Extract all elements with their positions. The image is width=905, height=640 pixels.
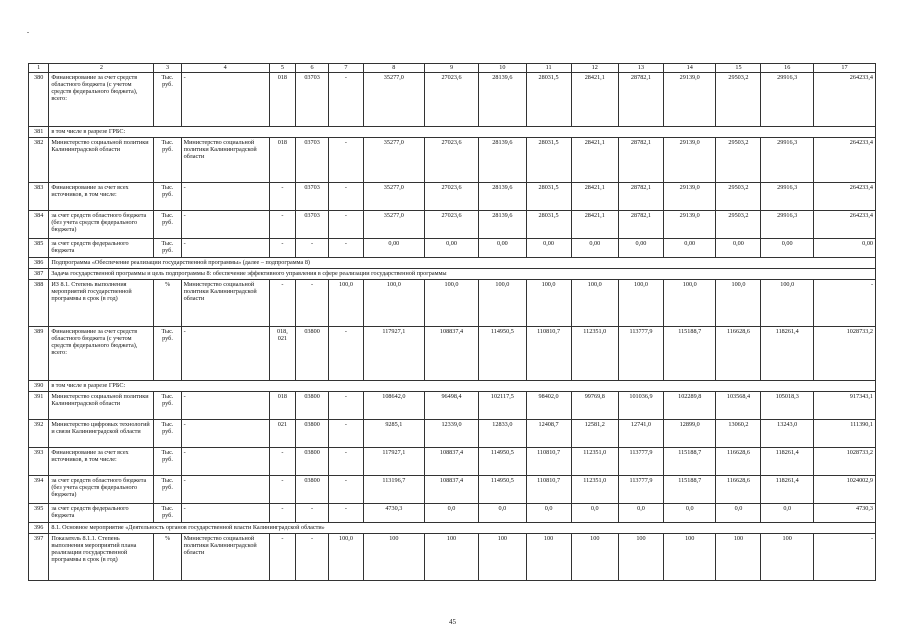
- table-cell: -: [296, 504, 329, 523]
- table-cell: -: [329, 183, 364, 211]
- table-cell: -: [329, 239, 364, 258]
- table-cell: 28139,6: [479, 138, 526, 183]
- table-cell: Тыс. руб.: [154, 420, 181, 448]
- row-number: 383: [29, 183, 49, 211]
- row-number: 397: [29, 534, 49, 581]
- table-cell: 117927,1: [363, 327, 424, 381]
- table-cell: 0,0: [663, 504, 716, 523]
- table-header-row: [29, 64, 876, 73]
- column-number: 8: [363, 64, 424, 73]
- table-cell: 12339,0: [424, 420, 478, 448]
- table-row: [29, 239, 876, 258]
- table-cell: 118261,4: [761, 476, 814, 504]
- table-cell: Тыс. руб.: [154, 73, 181, 127]
- table-cell: 35277,0: [363, 211, 424, 239]
- table-cell: 100,0: [663, 280, 716, 327]
- section-title: 8.1. Основное мероприятие «Деятельность органов государственной власти Калининградской области»: [49, 523, 876, 534]
- table-cell: 0,0: [571, 504, 618, 523]
- table-cell: 27023,6: [424, 138, 478, 183]
- table-cell: %: [154, 534, 181, 581]
- column-number: 14: [663, 64, 716, 73]
- column-number: 11: [526, 64, 571, 73]
- table-cell: 28031,5: [526, 183, 571, 211]
- section-title: Задача государственной программы и цель подпрограммы 8: обеспечение эффективного управления в сфере реализации государственной программы: [49, 269, 876, 280]
- table-cell: 12581,2: [571, 420, 618, 448]
- table-cell: 105018,3: [761, 392, 814, 420]
- table-cell: 115188,7: [663, 476, 716, 504]
- table-cell: -: [269, 211, 295, 239]
- row-number: 387: [29, 269, 49, 280]
- table-cell: 0,00: [571, 239, 618, 258]
- table-cell: 03703: [296, 211, 329, 239]
- table-cell: 114950,5: [479, 327, 526, 381]
- table-cell: 110810,7: [526, 327, 571, 381]
- row-number: 381: [29, 127, 49, 138]
- table-cell: 021: [269, 420, 295, 448]
- table-cell: 100: [619, 534, 664, 581]
- table-cell: -: [181, 476, 269, 504]
- table-cell: 03703: [296, 183, 329, 211]
- table-cell: -: [813, 534, 875, 581]
- table-cell: 100,0: [716, 280, 761, 327]
- table-cell: 102117,5: [479, 392, 526, 420]
- indicator-name: за счет средств областного бюджета (без учета средств федерального бюджета): [49, 211, 154, 239]
- indicator-name: Финансирование за счет всех источников, в том числе:: [49, 448, 154, 476]
- table-cell: 100: [761, 534, 814, 581]
- table-cell: -: [181, 448, 269, 476]
- table-cell: 29139,0: [663, 183, 716, 211]
- table-cell: 115188,7: [663, 327, 716, 381]
- table-cell: 113777,9: [619, 327, 664, 381]
- table-cell: 1028733,2: [813, 448, 875, 476]
- table-cell: 12899,0: [663, 420, 716, 448]
- table-cell: -: [329, 211, 364, 239]
- table-cell: 018: [269, 392, 295, 420]
- table-cell: 110810,7: [526, 448, 571, 476]
- row-number: 394: [29, 476, 49, 504]
- indicator-name: Финансирование за счет средств областного бюджета (с учетом средств федерального бюджета), всего:: [49, 327, 154, 381]
- table-cell: -: [329, 327, 364, 381]
- table-cell: -: [181, 73, 269, 127]
- row-number: 386: [29, 258, 49, 269]
- table-cell: 29503,2: [716, 138, 761, 183]
- table-cell: 112351,0: [571, 476, 618, 504]
- table-cell: 29916,3: [761, 138, 814, 183]
- table-cell: 13060,2: [716, 420, 761, 448]
- indicator-name: Финансирование за счет средств областного бюджета (с учетом средств федерального бюджета), всего:: [49, 73, 154, 127]
- table-cell: -: [269, 448, 295, 476]
- table-cell: -: [329, 138, 364, 183]
- table-cell: 0,00: [363, 239, 424, 258]
- table-cell: 29916,3: [761, 183, 814, 211]
- table-cell: 28139,6: [479, 73, 526, 127]
- table-cell: 100: [479, 534, 526, 581]
- column-number: 6: [296, 64, 329, 73]
- table-cell: 116628,6: [716, 476, 761, 504]
- indicator-name: за счет средств федерального бюджета: [49, 504, 154, 523]
- table-cell: 28782,1: [619, 211, 664, 239]
- table-cell: Тыс. руб.: [154, 211, 181, 239]
- table-cell: 100,0: [424, 280, 478, 327]
- table-cell: 28139,6: [479, 183, 526, 211]
- table-cell: -: [181, 504, 269, 523]
- table-cell: 29139,0: [663, 73, 716, 127]
- row-number: 391: [29, 392, 49, 420]
- table-cell: 12408,7: [526, 420, 571, 448]
- table-row: [29, 138, 876, 183]
- table-cell: Тыс. руб.: [154, 392, 181, 420]
- row-number: 390: [29, 381, 49, 392]
- table-cell: -: [329, 448, 364, 476]
- table-cell: 0,00: [526, 239, 571, 258]
- row-number: 392: [29, 420, 49, 448]
- table-cell: 0,0: [716, 504, 761, 523]
- table-cell: 117927,1: [363, 448, 424, 476]
- section-row: [29, 127, 876, 138]
- table-row: [29, 420, 876, 448]
- table-cell: 0,00: [813, 239, 875, 258]
- table-cell: 28421,1: [571, 73, 618, 127]
- table-cell: -: [269, 239, 295, 258]
- table-cell: 27023,6: [424, 183, 478, 211]
- table-cell: -: [181, 183, 269, 211]
- table-cell: 018: [269, 138, 295, 183]
- table-cell: 113777,9: [619, 448, 664, 476]
- column-number: 1: [29, 64, 49, 73]
- table-cell: 108642,0: [363, 392, 424, 420]
- indicator-name: ИЗ 8.1. Степень выполнения мероприятий государственной программы в срок (в год): [49, 280, 154, 327]
- table-cell: 112351,0: [571, 327, 618, 381]
- table-cell: 118261,4: [761, 327, 814, 381]
- table-cell: 0,00: [716, 239, 761, 258]
- column-number: 15: [716, 64, 761, 73]
- table-cell: 115188,7: [663, 448, 716, 476]
- table-cell: 0,0: [619, 504, 664, 523]
- table-cell: -: [269, 280, 295, 327]
- table-cell: -: [296, 534, 329, 581]
- table-cell: 28421,1: [571, 211, 618, 239]
- table-cell: 12833,0: [479, 420, 526, 448]
- indicator-name: Министерство социальной политики Калининградской области: [49, 392, 154, 420]
- table-cell: 100: [526, 534, 571, 581]
- table-cell: 28782,1: [619, 73, 664, 127]
- table-cell: -: [296, 239, 329, 258]
- table-cell: 111390,1: [813, 420, 875, 448]
- table-cell: 0,0: [424, 504, 478, 523]
- table-cell: 29503,2: [716, 73, 761, 127]
- section-row: [29, 269, 876, 280]
- table-cell: 0,00: [619, 239, 664, 258]
- table-cell: Министерство социальной политики Калининградской области: [181, 534, 269, 581]
- table-cell: 0,0: [526, 504, 571, 523]
- table-cell: Тыс. руб.: [154, 183, 181, 211]
- section-row: [29, 258, 876, 269]
- table-cell: 13243,0: [761, 420, 814, 448]
- table-cell: 113196,7: [363, 476, 424, 504]
- indicator-name: Министерство социальной политики Калининградской области: [49, 138, 154, 183]
- table-row: [29, 73, 876, 127]
- table-cell: 116628,6: [716, 448, 761, 476]
- row-number: 389: [29, 327, 49, 381]
- table-cell: 28782,1: [619, 183, 664, 211]
- table-cell: 264233,4: [813, 138, 875, 183]
- row-number: 388: [29, 280, 49, 327]
- table-cell: -: [813, 280, 875, 327]
- table-cell: 100: [571, 534, 618, 581]
- table-cell: -: [181, 211, 269, 239]
- table-cell: 0,00: [663, 239, 716, 258]
- table-cell: 264233,4: [813, 183, 875, 211]
- table-cell: 0,0: [761, 504, 814, 523]
- table-cell: 100: [716, 534, 761, 581]
- indicator-name: Финансирование за счет всех источников, в том числе:: [49, 183, 154, 211]
- table-cell: 114950,5: [479, 476, 526, 504]
- column-number: 17: [813, 64, 875, 73]
- indicator-name: Министерство цифровых технологий и связи Калининградской области: [49, 420, 154, 448]
- table-cell: 4730,3: [363, 504, 424, 523]
- row-number: 384: [29, 211, 49, 239]
- table-cell: 108837,4: [424, 476, 478, 504]
- table-cell: 28782,1: [619, 138, 664, 183]
- table-cell: Тыс. руб.: [154, 504, 181, 523]
- table-cell: -: [329, 420, 364, 448]
- table-cell: 28031,5: [526, 73, 571, 127]
- scan-mark: [27, 32, 29, 33]
- table-cell: 35277,0: [363, 138, 424, 183]
- table-cell: -: [181, 327, 269, 381]
- table-cell: 100: [663, 534, 716, 581]
- table-cell: 1024002,9: [813, 476, 875, 504]
- table-cell: -: [269, 183, 295, 211]
- row-number: 396: [29, 523, 49, 534]
- section-row: [29, 381, 876, 392]
- column-number: 3: [154, 64, 181, 73]
- table-cell: 29916,3: [761, 73, 814, 127]
- table-cell: 018, 021: [269, 327, 295, 381]
- table-cell: 0,00: [761, 239, 814, 258]
- table-cell: -: [181, 239, 269, 258]
- table-cell: Тыс. руб.: [154, 448, 181, 476]
- column-number: 2: [49, 64, 154, 73]
- table-cell: 100,0: [329, 280, 364, 327]
- table-cell: 112351,0: [571, 448, 618, 476]
- table-cell: -: [329, 476, 364, 504]
- table-cell: 28139,6: [479, 211, 526, 239]
- table-cell: 35277,0: [363, 183, 424, 211]
- table-cell: 03800: [296, 420, 329, 448]
- table-cell: 28421,1: [571, 183, 618, 211]
- table-cell: -: [296, 280, 329, 327]
- table-cell: Министерство социальной политики Калининградской области: [181, 138, 269, 183]
- table-cell: 100,0: [526, 280, 571, 327]
- table-cell: 03800: [296, 476, 329, 504]
- section-title: в том числе в разрезе ГРБС:: [49, 127, 876, 138]
- indicator-name: за счет средств федерального бюджета: [49, 239, 154, 258]
- table-cell: 100,0: [479, 280, 526, 327]
- table-cell: 917343,1: [813, 392, 875, 420]
- table-cell: 264233,4: [813, 73, 875, 127]
- table-cell: 1028733,2: [813, 327, 875, 381]
- table-cell: 29503,2: [716, 183, 761, 211]
- section-title: в том числе в разрезе ГРБС:: [49, 381, 876, 392]
- table-row: [29, 211, 876, 239]
- table-cell: -: [181, 392, 269, 420]
- table-cell: 9285,1: [363, 420, 424, 448]
- table-cell: 12741,0: [619, 420, 664, 448]
- table-cell: 03800: [296, 448, 329, 476]
- table-cell: 0,0: [479, 504, 526, 523]
- column-number: 10: [479, 64, 526, 73]
- table-cell: 100,0: [571, 280, 618, 327]
- table-row: [29, 183, 876, 211]
- table-cell: 28031,5: [526, 138, 571, 183]
- table-row: [29, 476, 876, 504]
- table-row: [29, 448, 876, 476]
- column-number: 4: [181, 64, 269, 73]
- table-cell: Тыс. руб.: [154, 476, 181, 504]
- table-cell: 29139,0: [663, 138, 716, 183]
- table-cell: Тыс. руб.: [154, 239, 181, 258]
- table-cell: 29916,3: [761, 211, 814, 239]
- table-cell: -: [329, 73, 364, 127]
- table-cell: Тыс. руб.: [154, 138, 181, 183]
- table-cell: 103568,4: [716, 392, 761, 420]
- row-number: 382: [29, 138, 49, 183]
- table-cell: 0,00: [479, 239, 526, 258]
- table-row: [29, 280, 876, 327]
- table-row: [29, 327, 876, 381]
- section-row: [29, 523, 876, 534]
- table-cell: 03703: [296, 73, 329, 127]
- column-number: 5: [269, 64, 295, 73]
- table-cell: 03703: [296, 138, 329, 183]
- table-cell: 27023,6: [424, 73, 478, 127]
- table-cell: 28421,1: [571, 138, 618, 183]
- table-cell: Министерство социальной политики Калининградской области: [181, 280, 269, 327]
- column-number: 16: [761, 64, 814, 73]
- section-title: Подпрограмма «Обеспечение реализации государственной программы» (далее – подпрограмма 8): [49, 258, 876, 269]
- column-number: 12: [571, 64, 618, 73]
- table-cell: 100,0: [329, 534, 364, 581]
- table-cell: 116628,6: [716, 327, 761, 381]
- table-row: [29, 392, 876, 420]
- table-cell: %: [154, 280, 181, 327]
- table-cell: -: [269, 534, 295, 581]
- table-cell: 96498,4: [424, 392, 478, 420]
- table-cell: 100,0: [619, 280, 664, 327]
- table-cell: 100,0: [363, 280, 424, 327]
- table-cell: 03800: [296, 392, 329, 420]
- table-cell: 28031,5: [526, 211, 571, 239]
- table-cell: -: [269, 476, 295, 504]
- table-cell: -: [329, 392, 364, 420]
- table-cell: 99769,8: [571, 392, 618, 420]
- table-cell: 29139,0: [663, 211, 716, 239]
- table-cell: 110810,7: [526, 476, 571, 504]
- table-cell: 100: [424, 534, 478, 581]
- table-cell: 27023,6: [424, 211, 478, 239]
- table-cell: Тыс. руб.: [154, 327, 181, 381]
- table-cell: 100: [363, 534, 424, 581]
- table-cell: 03800: [296, 327, 329, 381]
- table-cell: 114950,5: [479, 448, 526, 476]
- table-cell: 118261,4: [761, 448, 814, 476]
- table-cell: -: [329, 504, 364, 523]
- row-number: 395: [29, 504, 49, 523]
- table-row: [29, 504, 876, 523]
- table-cell: 98402,0: [526, 392, 571, 420]
- table-cell: 0,00: [424, 239, 478, 258]
- table-cell: 102289,8: [663, 392, 716, 420]
- table-cell: 4730,3: [813, 504, 875, 523]
- table-cell: 35277,0: [363, 73, 424, 127]
- page-number: 45: [449, 618, 456, 626]
- table-cell: 100,0: [761, 280, 814, 327]
- table-cell: -: [181, 420, 269, 448]
- budget-table: [28, 63, 876, 581]
- table-cell: 108837,4: [424, 448, 478, 476]
- column-number: 13: [619, 64, 664, 73]
- table-cell: 113777,9: [619, 476, 664, 504]
- table-cell: 264233,4: [813, 211, 875, 239]
- table-cell: -: [269, 504, 295, 523]
- table-cell: 018: [269, 73, 295, 127]
- column-number: 9: [424, 64, 478, 73]
- row-number: 385: [29, 239, 49, 258]
- row-number: 380: [29, 73, 49, 127]
- indicator-name: за счет средств областного бюджета (без учета средств федерального бюджета): [49, 476, 154, 504]
- table-cell: 108837,4: [424, 327, 478, 381]
- table-cell: 29503,2: [716, 211, 761, 239]
- indicator-name: Показатель 8.1.1. Степень выполнения мероприятий плана реализации государственной программы в срок (в год): [49, 534, 154, 581]
- table-row: [29, 534, 876, 581]
- column-number: 7: [329, 64, 364, 73]
- row-number: 393: [29, 448, 49, 476]
- table-cell: 101036,9: [619, 392, 664, 420]
